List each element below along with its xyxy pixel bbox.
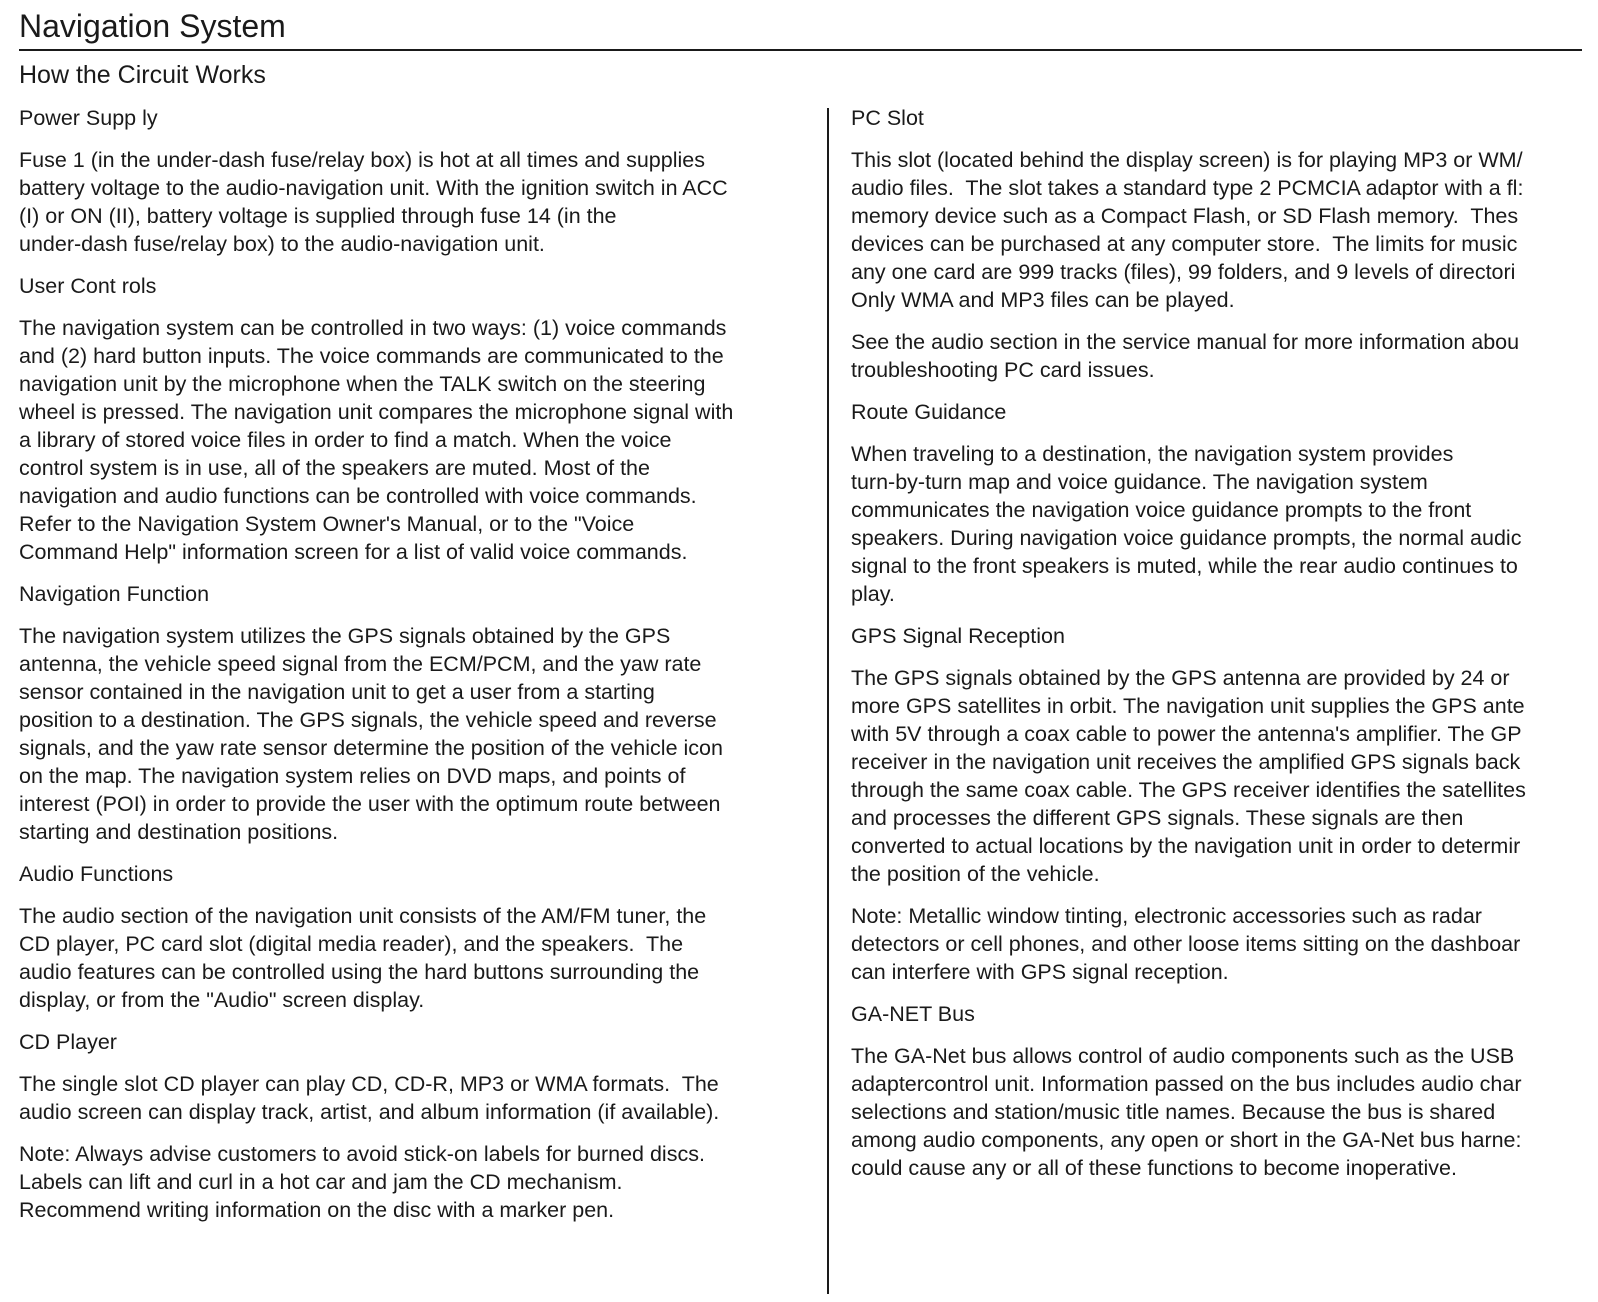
text-line: audio files. The slot takes a standard type 2 PCMCIA adaptor with a fl: bbox=[851, 176, 1524, 200]
section-cd-player bbox=[19, 1028, 809, 1224]
text-line: under-dash fuse/relay box) to the audio-navigation unit. bbox=[19, 232, 545, 256]
text-line: starting and destination positions. bbox=[19, 820, 339, 844]
text-line: and processes the different GPS signals. These signals are then bbox=[851, 806, 1464, 830]
text-line: navigation and audio functions can be controlled with voice commands. bbox=[19, 484, 697, 508]
text-line: position to a destination. The GPS signals, the vehicle speed and reverse bbox=[19, 708, 717, 732]
text-line: speakers. During navigation voice guidance prompts, the normal audic bbox=[851, 526, 1522, 550]
text-line: display, or from the "Audio" screen display. bbox=[19, 988, 425, 1012]
text-line: and (2) hard button inputs. The voice commands are communicated to the bbox=[19, 344, 724, 368]
text-line: turn-by-turn map and voice guidance. The navigation system bbox=[851, 470, 1428, 494]
text-line: wheel is pressed. The navigation unit compares the microphone signal with bbox=[19, 400, 734, 424]
text-line: signals, and the yaw rate sensor determine the position of the vehicle icon bbox=[19, 736, 723, 760]
section-heading: User Cont rols bbox=[19, 274, 157, 298]
paragraph bbox=[851, 328, 1584, 384]
text-line: signal to the front speakers is muted, while the rear audio continues to bbox=[851, 554, 1518, 578]
text-line: a library of stored voice files in order to find a match. When the voice bbox=[19, 428, 672, 452]
text-line: audio features can be controlled using the hard buttons surrounding the bbox=[19, 960, 700, 984]
text-line: antenna, the vehicle speed signal from the ECM/PCM, and the yaw rate bbox=[19, 652, 702, 676]
paragraph bbox=[19, 902, 809, 1014]
paragraph bbox=[851, 146, 1584, 314]
paragraph bbox=[19, 146, 809, 258]
section-heading: GA-NET Bus bbox=[851, 1002, 975, 1026]
text-line: Command Help" information screen for a list of valid voice commands. bbox=[19, 540, 688, 564]
text-line: Refer to the Navigation System Owner's Manual, or to the "Voice bbox=[19, 512, 635, 536]
text-line: Note: Metallic window tinting, electronic accessories such as radar bbox=[851, 904, 1482, 928]
text-line: troubleshooting PC card issues. bbox=[851, 358, 1155, 382]
section-ga-net-bus bbox=[851, 1000, 1584, 1182]
text-line: audio screen can display track, artist, and album information (if available). bbox=[19, 1100, 720, 1124]
text-line: more GPS satellites in orbit. The navigation unit supplies the GPS ante bbox=[851, 694, 1525, 718]
text-line: any one card are 999 tracks (files), 99 folders, and 9 levels of directori bbox=[851, 260, 1516, 284]
left-column bbox=[19, 104, 809, 1238]
text-line: memory device such as a Compact Flash, or SD Flash memory. Thes bbox=[851, 204, 1519, 228]
right-column-viewport bbox=[851, 0, 1584, 1302]
column-divider bbox=[827, 108, 829, 1294]
section-navigation-function bbox=[19, 580, 809, 846]
text-line: Fuse 1 (in the under-dash fuse/relay box) is hot at all times and supplies bbox=[19, 148, 705, 172]
page-title: Navigation System bbox=[19, 8, 286, 44]
text-line: devices can be purchased at any computer store. The limits for music bbox=[851, 232, 1518, 256]
text-line: can interfere with GPS signal reception. bbox=[851, 960, 1229, 984]
text-line: among audio components, any open or short in the GA-Net bus harne: bbox=[851, 1128, 1522, 1152]
text-line: detectors or cell phones, and other loose items sitting on the dashboar bbox=[851, 932, 1521, 956]
text-line: navigation unit by the microphone when the TALK switch on the steering bbox=[19, 372, 706, 396]
text-line: adaptercontrol unit. Information passed on the bus includes audio char bbox=[851, 1072, 1522, 1096]
section-heading: Audio Functions bbox=[19, 862, 174, 886]
section-heading: GPS Signal Reception bbox=[851, 624, 1065, 648]
text-line: sensor contained in the navigation unit to get a user from a starting bbox=[19, 680, 655, 704]
text-line: Only WMA and MP3 files can be played. bbox=[851, 288, 1235, 312]
text-line: on the map. The navigation system relies on DVD maps, and points of bbox=[19, 764, 686, 788]
section-heading: Route Guidance bbox=[851, 400, 1007, 424]
text-line: battery voltage to the audio-navigation unit. With the ignition switch in ACC bbox=[19, 176, 728, 200]
section-title: How the Circuit Works bbox=[19, 61, 266, 89]
right-column bbox=[851, 104, 1584, 1196]
text-line: The GA-Net bus allows control of audio components such as the USB bbox=[851, 1044, 1515, 1068]
text-line: control system is in use, all of the speakers are muted. Most of the bbox=[19, 456, 650, 480]
text-line: See the audio section in the service manual for more information abou bbox=[851, 330, 1520, 354]
text-line: Recommend writing information on the disc with a marker pen. bbox=[19, 1198, 615, 1222]
text-line: through the same coax cable. The GPS receiver identifies the satellites bbox=[851, 778, 1526, 802]
paragraph bbox=[851, 902, 1584, 986]
section-heading: Navigation Function bbox=[19, 582, 210, 606]
paragraph bbox=[19, 1070, 809, 1126]
section-route-guidance bbox=[851, 398, 1584, 608]
text-line: the position of the vehicle. bbox=[851, 862, 1100, 886]
text-line: selections and station/music title names. Because the bus is shared bbox=[851, 1100, 1496, 1124]
paragraph bbox=[19, 1140, 809, 1224]
paragraph bbox=[851, 664, 1584, 888]
section-power-supp-ly bbox=[19, 104, 809, 258]
text-line: converted to actual locations by the navigation unit in order to determir bbox=[851, 834, 1521, 858]
paragraph bbox=[19, 622, 809, 846]
section-gps-signal-reception bbox=[851, 622, 1584, 986]
text-line: could cause any or all of these functions to become inoperative. bbox=[851, 1156, 1457, 1180]
text-line: The navigation system can be controlled in two ways: (1) voice commands bbox=[19, 316, 727, 340]
section-heading: PC Slot bbox=[851, 106, 924, 130]
paragraph bbox=[851, 440, 1584, 608]
text-line: When traveling to a destination, the navigation system provides bbox=[851, 442, 1454, 466]
text-line: The GPS signals obtained by the GPS antenna are provided by 24 or bbox=[851, 666, 1510, 690]
paragraph bbox=[851, 1042, 1584, 1182]
text-line: play. bbox=[851, 582, 895, 606]
text-line: Note: Always advise customers to avoid stick-on labels for burned discs. bbox=[19, 1142, 705, 1166]
section-heading: Power Supp ly bbox=[19, 106, 158, 130]
text-line: The audio section of the navigation unit consists of the AM/FM tuner, the bbox=[19, 904, 707, 928]
section-pc-slot bbox=[851, 104, 1584, 384]
section-audio-functions bbox=[19, 860, 809, 1014]
text-line: Labels can lift and curl in a hot car and jam the CD mechanism. bbox=[19, 1170, 623, 1194]
section-heading: CD Player bbox=[19, 1030, 117, 1054]
text-line: communicates the navigation voice guidance prompts to the front bbox=[851, 498, 1472, 522]
text-line: with 5V through a coax cable to power the antenna's amplifier. The GP bbox=[851, 722, 1522, 746]
section-user-cont-rols bbox=[19, 272, 809, 566]
text-line: interest (POI) in order to provide the user with the optimum route between bbox=[19, 792, 721, 816]
text-line: This slot (located behind the display screen) is for playing MP3 or WM/ bbox=[851, 148, 1523, 172]
text-line: receiver in the navigation unit receives the amplified GPS signals back bbox=[851, 750, 1521, 774]
text-line: The single slot CD player can play CD, CD-R, MP3 or WMA formats. The bbox=[19, 1072, 719, 1096]
text-line: The navigation system utilizes the GPS signals obtained by the GPS bbox=[19, 624, 671, 648]
text-line: (I) or ON (II), battery voltage is supplied through fuse 14 (in the bbox=[19, 204, 617, 228]
text-line: CD player, PC card slot (digital media reader), and the speakers. The bbox=[19, 932, 684, 956]
paragraph bbox=[19, 314, 809, 566]
